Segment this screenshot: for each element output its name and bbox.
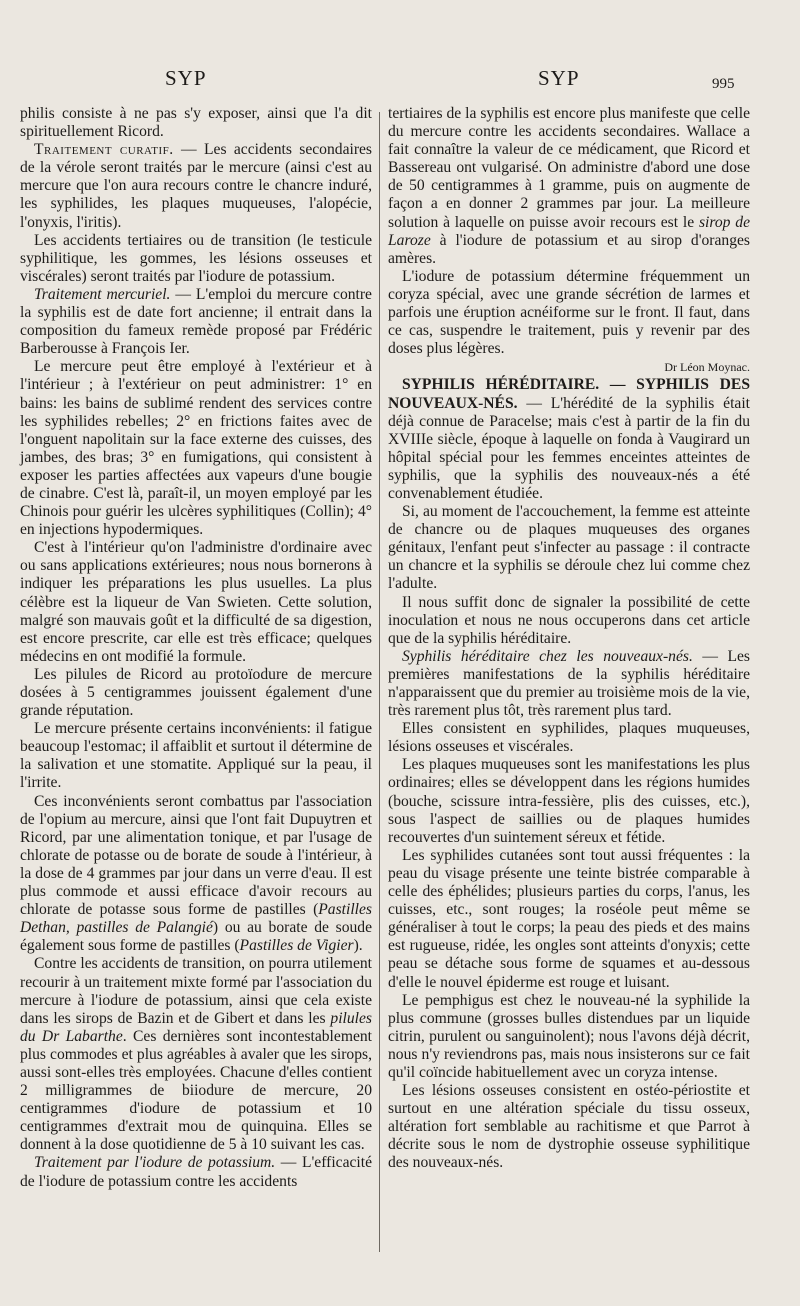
paragraph: Les lésions osseuses consistent en ostéo-périostite et surtout en une altération spéciale du tissu osseux, altération fort semblable au rachitisme et que Parrot à décrite sous le nom de dystrophie osseuse syphilitique des nouveaux-nés. [388, 1082, 750, 1172]
paragraph: Le mercure peut être employé à l'extérieur et à l'intérieur ; à l'extérieur on peut administrer: 1° en bains: les bains de sublimé rendent des services contre les syphilides rebelles; 2° en frictions faites avec de l'onguent napolitain sur la face externe des cuisses, des jambes, des bras; 3° en fumigations, qui consistent à exposer les parties affectées aux vapeurs d'une bougie de cinabre. C'est là, paraît-il, un moyen employé par les Chinois pour guérir les ulcères syphilitiques (Collin); 4° en injections hypodermiques. [20, 358, 372, 539]
left-column [20, 105, 372, 1191]
paragraph: C'est à l'intérieur qu'on l'administre d'ordinaire avec ou sans applications extérieures; nous nous bornerons à indiquer les préparations les plus usuelles. La plus célèbre est la liqueur de Van Swieten. Cette solution, malgré son mauvais goût et la difficulté de sa digestion, est encore prescrite, car elle est très efficace; quelques médecins en ont modifié la formule. [20, 539, 372, 665]
paragraph: SYPHILIS HÉRÉDITAIRE. — SYPHILIS DES NOUVEAUX-NÉS. — L'hérédité de la syphilis était déjà connue de Paracelse; mais c'est à partir de la fin du XVIIIe siècle, époque à laquelle on fonda à Vaugirard un hôpital spécial pour les femmes enceintes atteintes de syphilis, que la syphilis des nouveaux-nés a été convenablement étudiée. [388, 376, 750, 502]
running-head-right: SYP [538, 66, 580, 90]
paragraph: tertiaires de la syphilis est encore plus manifeste que celle du mercure contre les accidents secondaires. Wallace a fait connaître la valeur de ce médicament, que Ricord et Bassereau ont vulgarisé. On administre d'abord une dose de 50 centigrammes à 1 gramme, puis on augmente de façon a en donner 2 grammes par jour. La meilleure solution à laquelle on puisse avoir recours est le sirop de Laroze à l'iodure de potassium et au sirop d'oranges amères. [388, 105, 750, 267]
paragraph: Ces inconvénients seront combattus par l'association de l'opium au mercure, ainsi que l'ont fait Dupuytren et Ricord, par une alimentation tonique, et par l'usage de chlorate de potasse ou de borate de soude à l'intérieur, à la dose de 4 grammes par jour dans un verre d'eau. Il est plus commode et aussi efficace d'avoir recours au chlorate de potasse sous forme de pastilles (Pastilles Dethan, pastilles de Palangié) ou au borate de soude également sous forme de pastilles (Pastilles de Vigier). [20, 792, 373, 955]
subheading: Traitement par l'iodure de potassium. [34, 1154, 276, 1172]
paragraph: L'iodure de potassium détermine fréquemment un coryza spécial, avec une grande sécrétion de larmes et parfois une éruption acnéiforme sur le front. Il faut, dans ce cas, suspendre le traitement, puis y revenir par des doses plus légères. [388, 267, 750, 358]
paragraph: Traitement mercuriel. — L'emploi du mercure contre la syphilis est de date fort ancienne; il entrait dans la composition du fameux remède proposé par Frédéric Barberousse à François Ier. [20, 285, 372, 358]
paragraph: Contre les accidents de transition, on pourra utilement recourir à un traitement mixte formé par l'association du mercure à l'iodure de potassium, ainsi que cela existe dans les sirops de Bazin et de Gibert et dans les pilules du Dr Labarthe. Ces dernières sont incontestablement plus commodes et plus agréables à avaler que les sirops, aussi sont-elles très employées. Chacune d'elles contient 2 milligrammes de biiodure de mercure, 20 centigrammes d'iodure de potassium et 10 centigrammes d'extrait mou de quinquina. Elles se donnent à la dose quotidienne de 5 à 10 suivant les cas. [20, 955, 372, 1154]
column-divider [379, 112, 380, 1252]
subheading: Syphilis héréditaire chez les nouveaux-nés. [402, 647, 693, 665]
subheading: Traitement mercuriel. [34, 285, 171, 303]
paragraph: Traitement par l'iodure de potassium. — L'efficacité de l'iodure de potassium contre les accidents [20, 1154, 373, 1190]
right-column [388, 105, 750, 1173]
paragraph: Les syphilides cutanées sont tout aussi fréquentes : la peau du visage présente une teinte bistrée comparable à celle des éphélides; plusieurs parties du corps, l'anus, les cuisses, etc., sont rouges; la roséole peut même se généraliser à tout le corps; la peau des pieds et des mains est rugueuse, ridée, les ongles sont atteints d'onyxis; cette peau se détache sous forme de squames et au-dessous d'elle le nouvel épiderme est rouge et luisant. [388, 846, 750, 991]
paragraph: Les pilules de Ricord au protoïodure de mercure dosées à 5 centigrammes jouissent également d'une grande réputation. [20, 665, 372, 720]
paragraph: Le pemphigus est chez le nouveau-né la syphilide la plus commune (grosses bulles distendues par un liquide citrin, purulent ou sanguinolent); nous l'avons déjà décrit, nous n'y reviendrons pas, mais nous insisterons sur ce fait qu'il coïncide habituellement avec un coryza intense. [388, 991, 750, 1081]
paragraph: Syphilis héréditaire chez les nouveaux-nés. — Les premières manifestations de la syphilis héréditaire n'apparaissent que du premier au troisième mois de la vie, très rarement plus tôt, très rarement plus tard. [388, 647, 750, 720]
paragraph: Les accidents tertiaires ou de transition (le testicule syphilitique, les gommes, les lésions osseuses et viscérales) seront traités par l'iodure de potassium. [20, 231, 372, 285]
page-number: 995 [712, 76, 735, 92]
paragraph: Les plaques muqueuses sont les manifestations les plus ordinaires; elles se développent dans les régions humides (bouche, scissure intra-fessière, plis des cuisses, etc.), sous l'aspect de saillies ou de plaques humides recouvertes d'un suintement séreux et fétide. [388, 756, 750, 846]
paragraph: Traitement curatif. — Les accidents secondaires de la vérole seront traités par le mercure (ainsi c'est au mercure que l'on aura recours contre le chancre induré, les syphilides, les plaques muqueuses, l'alopécie, l'onyxis, l'iritis). [20, 141, 373, 231]
paragraph: Le mercure présente certains inconvénients: il fatigue beaucoup l'estomac; il affaiblit et surtout il détermine de la salivation et une stomatite. Appliqué sur la peau, il l'irrite. [20, 720, 372, 792]
author-signature: Dr Léon Moynac. [664, 360, 750, 375]
article-title: SYPHILIS HÉRÉDITAIRE. — SYPHILIS DES NOUVEAUX-NÉS. [388, 376, 750, 412]
running-head-left: SYP [165, 66, 207, 90]
paragraph: philis consiste à ne pas s'y exposer, ainsi que l'a dit spirituellement Ricord. [20, 105, 372, 141]
paragraph: Elles consistent en syphilides, plaques muqueuses, lésions osseuses et viscérales. [388, 720, 750, 756]
paragraph: Il nous suffit donc de signaler la possibilité de cette inoculation et nous ne nous occuperons dans cet article que de la syphilis héréditaire. [388, 593, 750, 647]
paragraph: Si, au moment de l'accouchement, la femme est atteinte de chancre ou de plaques muqueuses des organes génitaux, l'enfant peut s'infecter au passage : il contracte un chancre et la syphilis se déroule chez lui comme chez l'adulte. [388, 503, 750, 593]
section-heading: Traitement curatif. [34, 141, 174, 159]
